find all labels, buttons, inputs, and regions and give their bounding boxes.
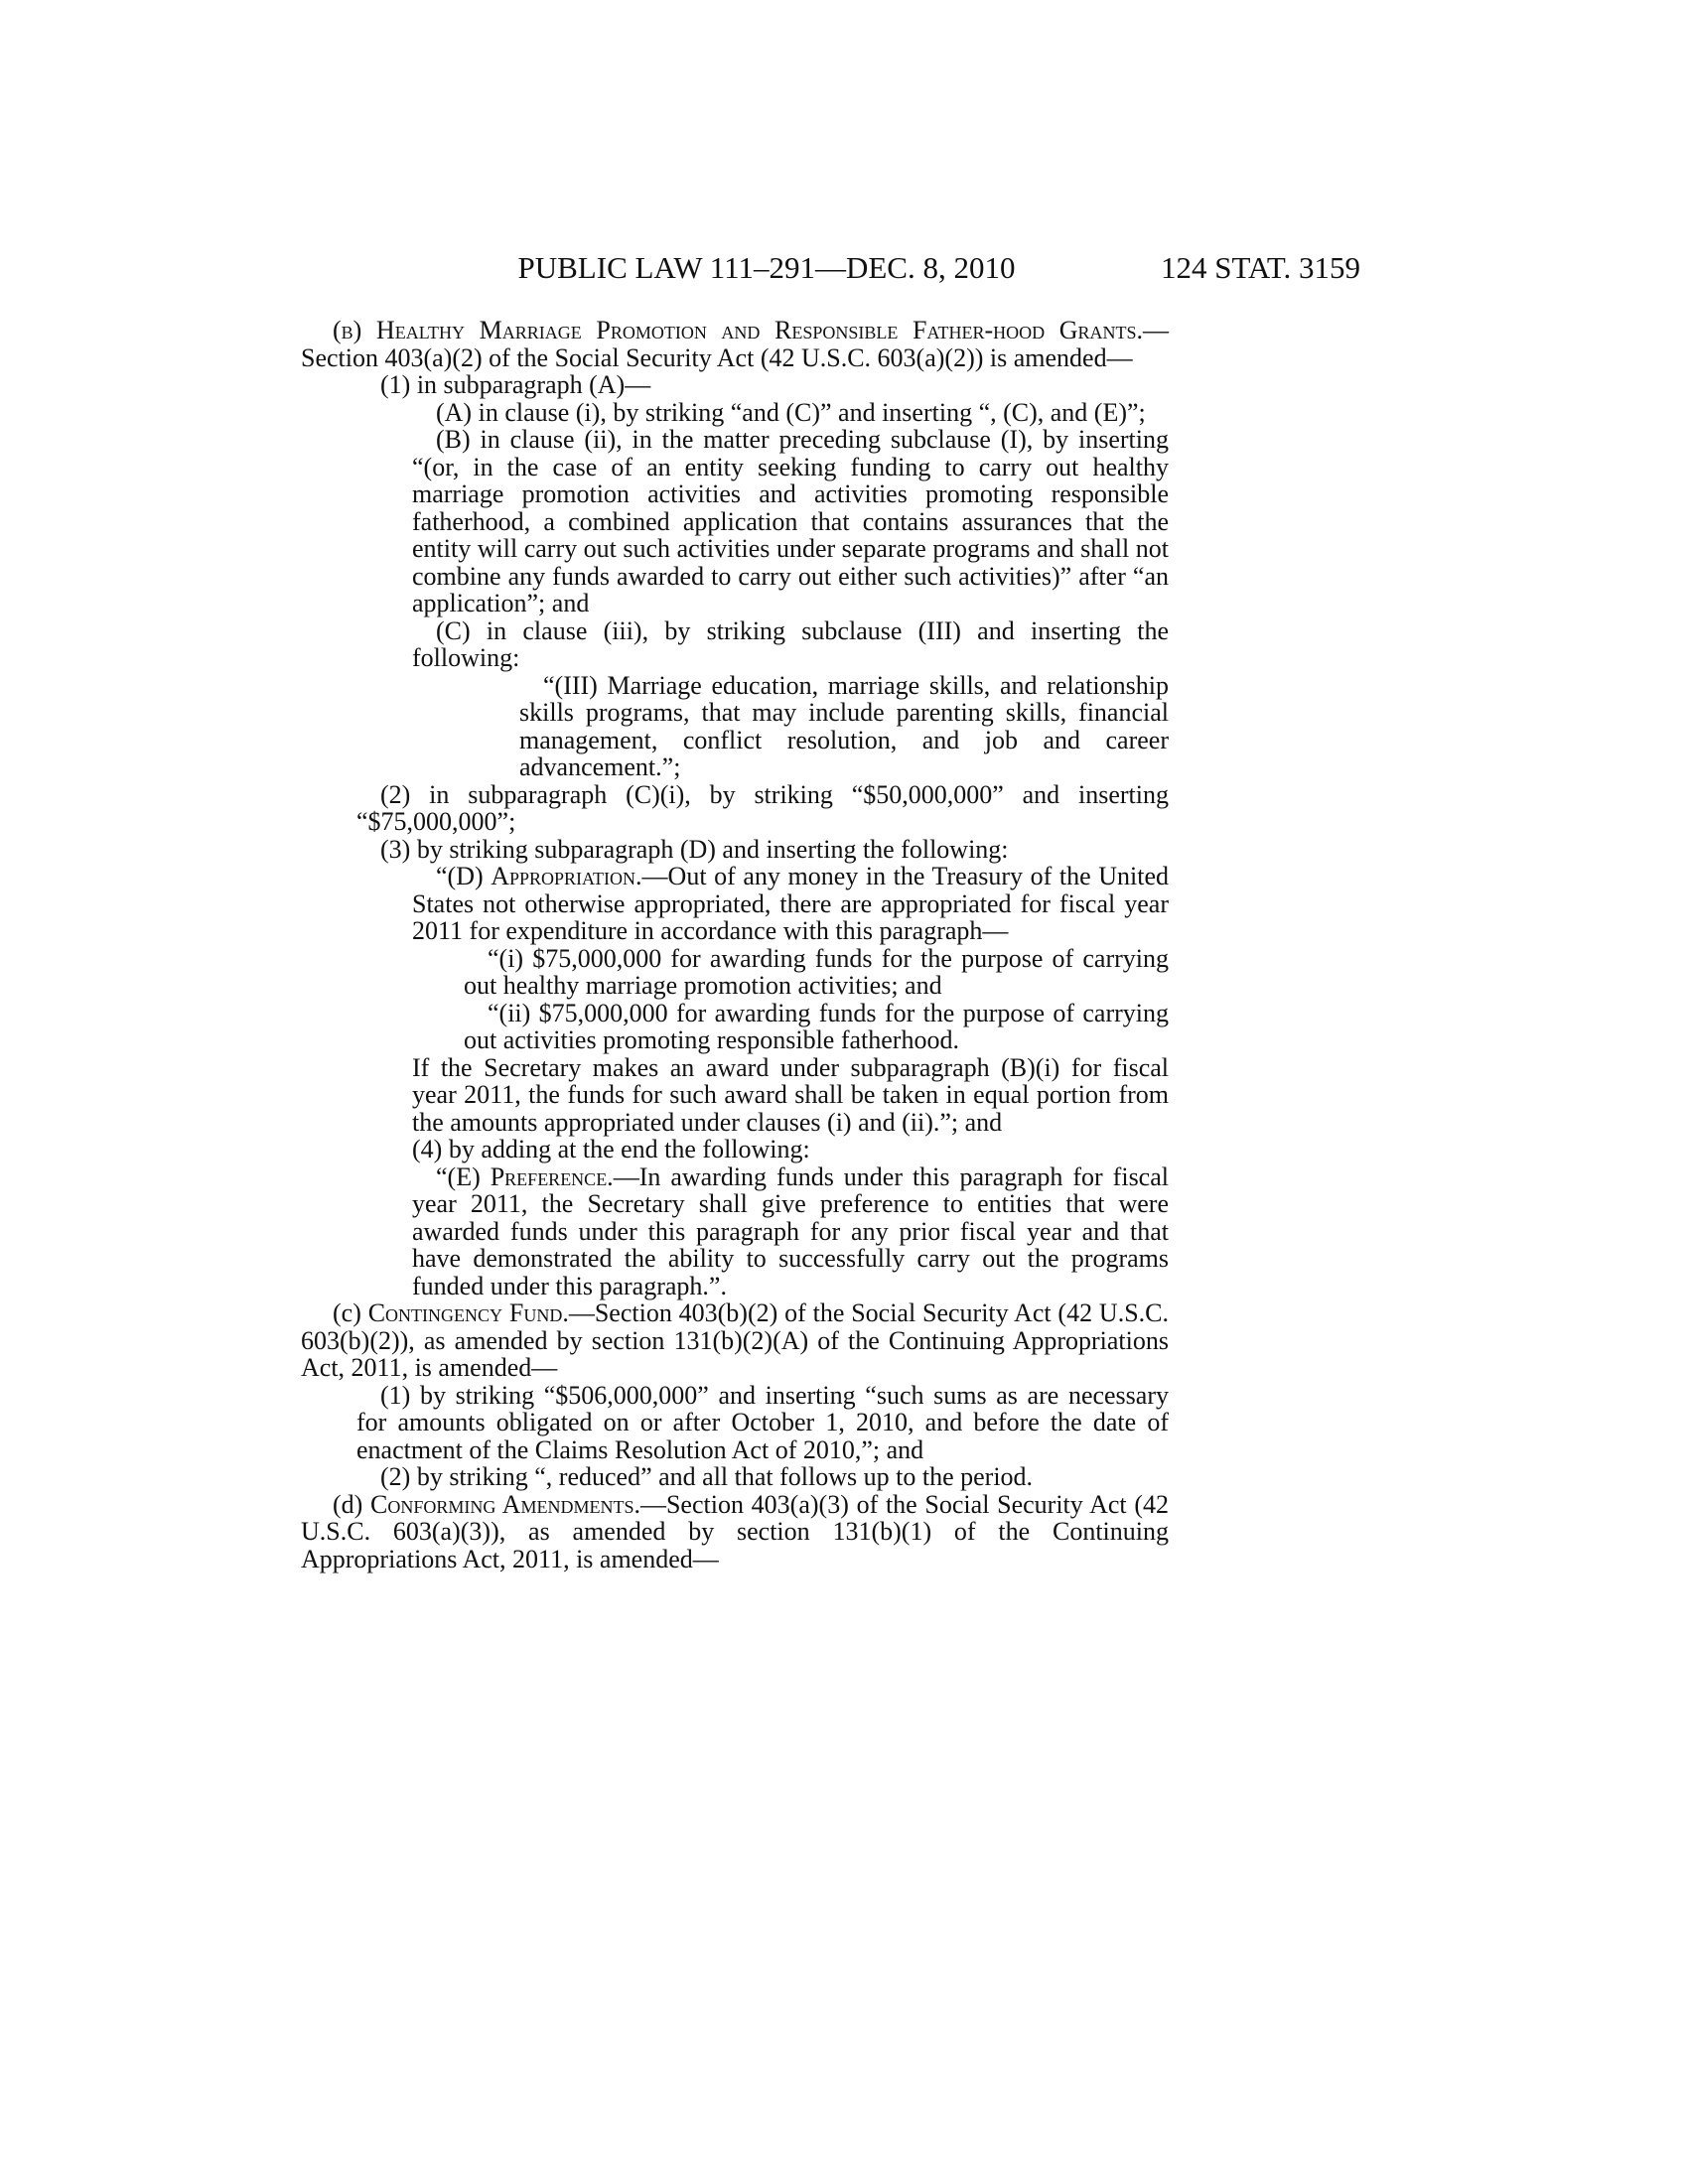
- document-body: [301, 317, 1169, 1572]
- subparagraph-E-quote: [301, 1163, 1169, 1300]
- subsection-c-heading: Contingency Fund.: [367, 1298, 569, 1327]
- paragraph-3: (3) by striking subparagraph (D) and inserting the following:: [380, 834, 1009, 864]
- subparagraph-B: (B) in clause (ii), in the matter preceding subclause (I), by inserting “(or, in the case of an entity seeking funding to carry out healthy marriage promotion activities and activities promoting responsible fatherhood, a combined application that contains assurances that the entity will carry out such activities under separate programs and shall not combine any funds awarded to carry out either such activities)” after “an application”; and: [412, 425, 1169, 617]
- subparagraph-E-heading: Preference.: [490, 1161, 614, 1191]
- paragraph-2: (2) in subparagraph (C)(i), by striking “$50,000,000” and inserting “$75,000,000”;: [356, 779, 1169, 836]
- subsection-c-text: —Section 403(b)(2) of the Social Security Act (42 U.S.C. 603(b)(2)), as amended by section 131(b)(2)(A) of the Continuing Appropriations Act, 2011, is amended—: [301, 1298, 1169, 1382]
- subsection-c: [301, 1299, 1169, 1382]
- subparagraph-D-text: —Out of any money in the Treasury of the United States not otherwise appropriated, there are appropriated for fiscal year 2011 for expenditure in accordance with this paragraph—: [412, 862, 1169, 945]
- clause-i-quote: “(i) $75,000,000 for awarding funds for the purpose of carrying out healthy marriage promotion activities; and: [464, 943, 1169, 1000]
- subparagraph-D-heading: Appropriation.: [491, 862, 642, 890]
- subsection-b-heading: (b) Healthy Marriage Promotion and Responsible Father-hood Grants.: [333, 316, 1143, 344]
- subsection-d-lead: (d): [333, 1489, 371, 1519]
- subparagraph-D-lead: “(D): [436, 862, 492, 890]
- paragraph-1: (1) in subparagraph (A)—: [380, 370, 651, 399]
- subsection-d-text: —Section 403(a)(3) of the Social Security Act (42 U.S.C. 603(a)(3)), as amended by section 131(b)(1) of the Continuing Appropriations Act, 2011, is amended—: [301, 1489, 1169, 1573]
- subsection-c-paragraph-2: (2) by striking “, reduced” and all that follows up to the period.: [380, 1462, 1034, 1491]
- subparagraph-D-quote: [301, 863, 1169, 945]
- subparagraph-D-flush-text: If the Secretary makes an award under subparagraph (B)(i) for fiscal year 2011, the funds for such award shall be taken in equal portion from the amounts appropriated under clauses (i) and (ii).”; and: [412, 1052, 1169, 1137]
- subparagraph-C: (C) in clause (iii), by striking subclause (III) and inserting the following:: [412, 615, 1169, 672]
- subsection-d-heading: Conforming Amendments.: [370, 1489, 640, 1519]
- subsection-b-text: —Section 403(a)(2) of the Social Security Act (42 U.S.C. 603(a)(2)) is amended—: [301, 316, 1169, 372]
- paragraph-4: (4) by adding at the end the following:: [412, 1135, 810, 1163]
- subsection-c-paragraph-1: (1) by striking “$506,000,000” and inserting “such sums as are necessary for amounts obligated on or after October 1, 2010, and before the date of enactment of the Claims Resolution Act of 2010,”; and: [356, 1380, 1169, 1464]
- subsection-d: [301, 1491, 1169, 1573]
- clause-ii-quote: “(ii) $75,000,000 for awarding funds for the purpose of carrying out activities promoting responsible fatherhood.: [464, 998, 1169, 1054]
- header-law-citation: PUBLIC LAW 111–291—DEC. 8, 2010: [517, 250, 1016, 285]
- subsection-c-lead: (c): [333, 1298, 368, 1327]
- running-header: [463, 250, 1360, 290]
- subsection-b: [301, 317, 1169, 371]
- subparagraph-E-text: —In awarding funds under this paragraph for fiscal year 2011, the Secretary shall give preference to entities that were awarded funds under this paragraph for any prior fiscal year and that have demonstrated the ability to successfully carry out the programs funded under this paragraph.”.: [412, 1161, 1169, 1300]
- header-stat-page: 124 STAT. 3159: [1160, 250, 1360, 285]
- subclause-III-quote: “(III) Marriage education, marriage skills, and relationship skills programs, that may include parenting skills, financial management, conflict resolution, and job and career advancement.”;: [519, 670, 1169, 781]
- subparagraph-E-lead: “(E): [436, 1161, 491, 1191]
- subparagraph-A: (A) in clause (i), by striking “and (C)” and inserting “, (C), and (E)”;: [436, 397, 1146, 427]
